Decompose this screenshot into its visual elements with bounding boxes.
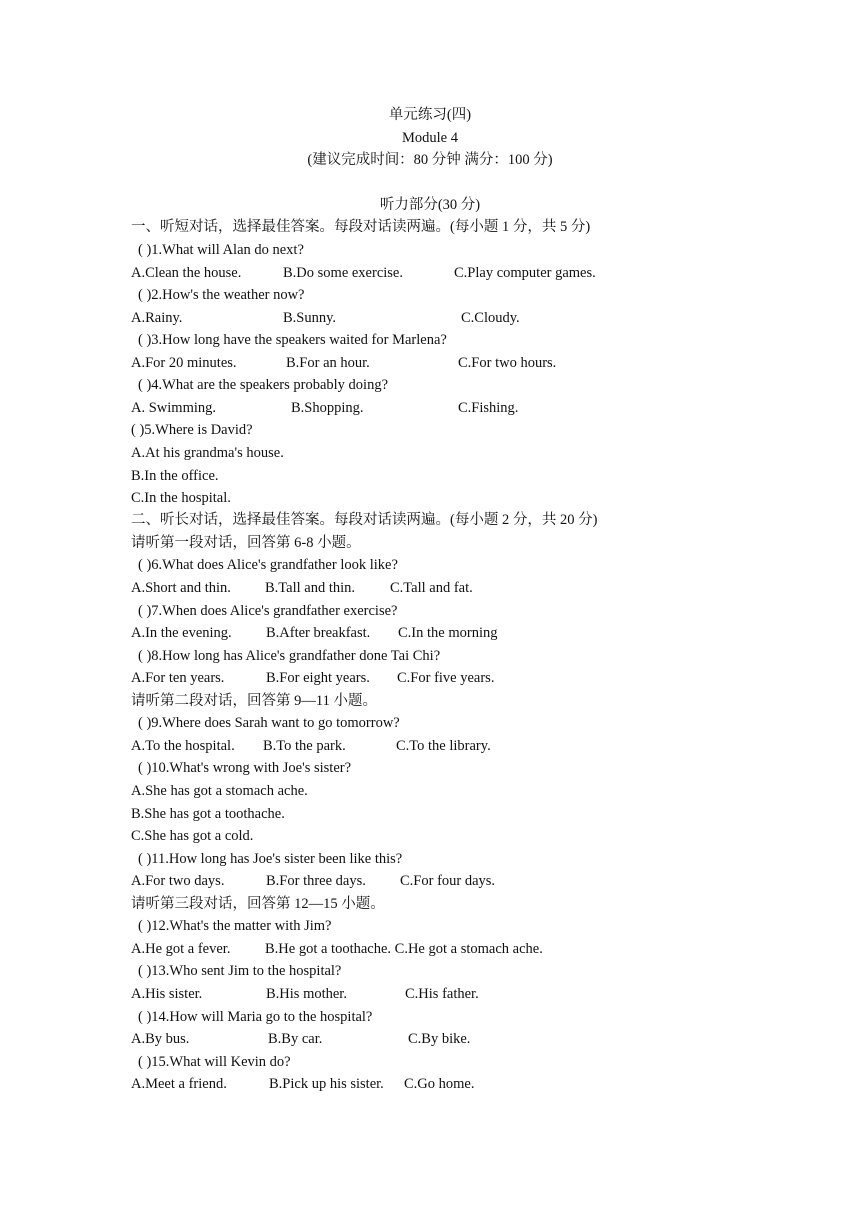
q14-option-c: C.By bike. [408, 1031, 471, 1047]
q13-option-a: A.His sister. [131, 986, 203, 1002]
q1-option-b: B.Do some exercise. [283, 265, 403, 281]
q2-option-c: C.Cloudy. [461, 310, 520, 326]
page-title: 单元练习(四) [388, 107, 472, 123]
dialog-2-instruction: 请听第二段对话，回答第 9—11 小题。 [131, 693, 377, 709]
question-12-stem: ( )12.What's the matter with Jim? [138, 918, 332, 934]
question-3-stem: ( )3.How long have the speakers waited for Marlena? [138, 332, 447, 348]
q8-option-c: C.For five years. [397, 670, 495, 686]
q13-option-c: C.His father. [405, 986, 479, 1002]
question-13-stem: ( )13.Who sent Jim to the hospital? [138, 963, 342, 979]
q6-option-b: B.Tall and thin. [265, 580, 356, 596]
question-11-stem: ( )11.How long has Joe's sister been like this? [138, 851, 403, 867]
q11-option-b: B.For three days. [266, 873, 366, 889]
question-4-stem: ( )4.What are the speakers probably doing? [138, 377, 389, 393]
q6-option-a: A.Short and thin. [131, 580, 231, 596]
q9-option-a: A.To the hospital. [131, 738, 235, 754]
q10-option-a: A.She has got a stomach ache. [131, 783, 308, 799]
q5-option-b: B.In the office. [131, 468, 219, 484]
q15-option-a: A.Meet a friend. [131, 1076, 227, 1092]
question-14-stem: ( )14.How will Maria go to the hospital? [138, 1009, 373, 1025]
q10-option-b: B.She has got a toothache. [131, 806, 285, 822]
q8-option-b: B.For eight years. [266, 670, 370, 686]
q10-option-c: C.She has got a cold. [131, 828, 254, 844]
q12-option-bc: B.He got a toothache. C.He got a stomach ache. [265, 941, 543, 957]
question-2-stem: ( )2.How's the weather now? [138, 287, 305, 303]
q2-option-b: B.Sunny. [283, 310, 337, 326]
section2-heading: 二、听长对话，选择最佳答案。每段对话读两遍。(每小题 2 分，共 20 分) [131, 512, 598, 528]
q9-option-c: C.To the library. [396, 738, 491, 754]
q13-option-b: B.His mother. [266, 986, 347, 1002]
q4-option-b: B.Shopping. [291, 400, 364, 416]
q3-option-b: B.For an hour. [286, 355, 370, 371]
q11-option-c: C.For four days. [400, 873, 496, 889]
question-9-stem: ( )9.Where does Sarah want to go tomorrow? [138, 715, 400, 731]
q1-option-c: C.Play computer games. [454, 265, 596, 281]
question-5-stem: ( )5.Where is David? [131, 422, 253, 438]
time-note: (建议完成时间：80 分钟 满分：100 分) [307, 152, 553, 168]
q14-option-b: B.By car. [268, 1031, 323, 1047]
question-15-stem: ( )15.What will Kevin do? [138, 1054, 291, 1070]
q3-option-a: A.For 20 minutes. [131, 355, 237, 371]
question-6-stem: ( )6.What does Alice's grandfather look like? [138, 557, 398, 573]
q14-option-a: A.By bus. [131, 1031, 190, 1047]
q7-option-b: B.After breakfast. [266, 625, 371, 641]
q5-option-c: C.In the hospital. [131, 490, 231, 506]
q11-option-a: A.For two days. [131, 873, 225, 889]
q5-option-a: A.At his grandma's house. [131, 445, 284, 461]
q15-option-c: C.Go home. [404, 1076, 475, 1092]
part-title: 听力部分(30 分) [379, 197, 481, 213]
question-1-stem: ( )1.What will Alan do next? [138, 242, 304, 258]
q12-option-a: A.He got a fever. [131, 941, 231, 957]
q8-option-a: A.For ten years. [131, 670, 225, 686]
q9-option-b: B.To the park. [263, 738, 346, 754]
q2-option-a: A.Rainy. [131, 310, 183, 326]
dialog-1-instruction: 请听第一段对话，回答第 6-8 小题。 [131, 535, 361, 551]
q4-option-a: A. Swimming. [131, 400, 216, 416]
q3-option-c: C.For two hours. [458, 355, 557, 371]
q6-option-c: C.Tall and fat. [390, 580, 473, 596]
q15-option-b: B.Pick up his sister. [269, 1076, 384, 1092]
question-8-stem: ( )8.How long has Alice's grandfather done Tai Chi? [138, 648, 441, 664]
q7-option-a: A.In the evening. [131, 625, 232, 641]
q4-option-c: C.Fishing. [458, 400, 519, 416]
q1-option-a: A.Clean the house. [131, 265, 242, 281]
module-label: Module 4 [402, 130, 458, 146]
section1-heading: 一、听短对话，选择最佳答案。每段对话读两遍。(每小题 1 分，共 5 分) [131, 219, 591, 235]
q7-option-c: C.In the morning [398, 625, 498, 641]
dialog-3-instruction: 请听第三段对话，回答第 12—15 小题。 [131, 896, 385, 912]
question-10-stem: ( )10.What's wrong with Joe's sister? [138, 760, 352, 776]
question-7-stem: ( )7.When does Alice's grandfather exercise? [138, 603, 398, 619]
